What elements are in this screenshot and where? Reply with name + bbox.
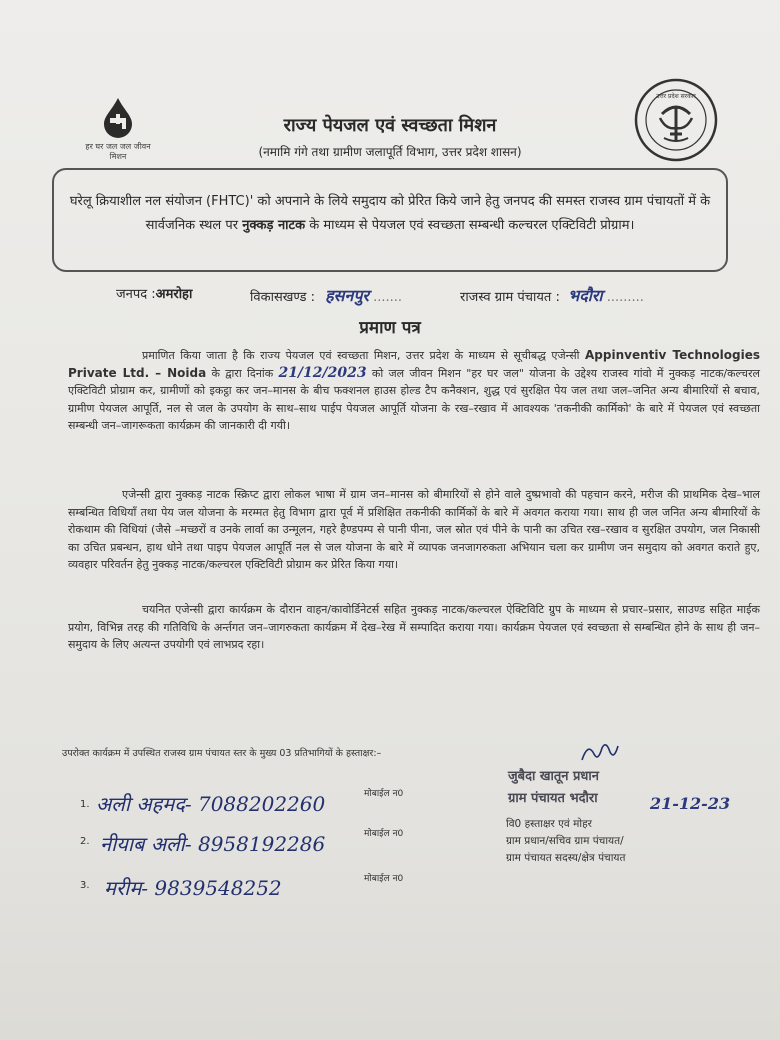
- participant-3-mobile-label: मोबाईल न0: [364, 874, 404, 884]
- block-label: विकासखण्ड :: [250, 290, 316, 305]
- mission-subtitle: (नमामि गंगे तथा ग्रामीण जलापूर्ति विभाग, उत्तर प्रदेश शासन): [258, 145, 522, 159]
- program-banner-text: घरेलू क्रियाशील नल संयोजन (FHTC)' को अपनाने के लिये समुदाय को प्रेरित किये जाने हेतु जनपद की समस्त राजस्व ग्राम पंचायतों में के सार्वजनिक स्थल पर नुक्कड़ नाटक के माध्यम से पेयजल एवं स्वच्छता सम्बन्धी कल्चरल एक्टिविटी प्रोग्राम।: [69, 194, 711, 233]
- authority-signature-block: [506, 816, 766, 867]
- panchayat-field: राजस्व ग्राम पंचायत : भदौरा .........: [460, 286, 644, 305]
- district-field: [116, 284, 192, 302]
- paragraph-3: चयनित एजेन्सी द्वारा कार्यक्रम के दौरान वाहन/कावोर्डिनेटर्स सहित नुक्कड़ नाटक/कल्चरल ऐक्टिविटि ग्रुप के माध्यम से प्रचार–प्रसार, साउण्ड सहित माईक प्रयोग, विभिन्न तरह की गतिविधि के अर्न्तगत जन–जागरुकता कार्यक्रम मेंं देख–रेख में सम्पादित कराया गया। कार्यक्रम पेयजल एवं स्वच्छता से सम्बन्धित होने के साथ ही जन–समुदाय के लिए अत्यन्त उपयोगी एवं लाभप्रद रहा।: [68, 603, 760, 651]
- emblem-text: उत्तर प्रदेश सरकार: [656, 93, 696, 100]
- participant-2-signature: नीयाब अली- 8958192286: [100, 832, 326, 856]
- certificate-title: प्रमाण पत्र: [359, 318, 421, 338]
- participant-1-signature: अली अहमद- 7088202260: [96, 792, 326, 816]
- authority-line-1: वि0 हस्ताक्षर एवं मोहर: [506, 818, 592, 830]
- program-banner-bold: नुक्कड़ नाटक: [242, 218, 306, 233]
- mission-title: राज्य पेयजल एवं स्वच्छता मिशन: [283, 115, 497, 136]
- sign-date: 21-12-23: [650, 794, 731, 813]
- block-value: हसनपुर: [325, 286, 369, 305]
- authority-line-3: ग्राम पंचायत सदस्य/क्षेत्र पंचायत: [506, 852, 626, 864]
- participant-1-mobile-label: मोबाईल न0: [364, 789, 404, 799]
- paragraph-2: एजेन्सी द्वारा नुक्कड़ नाटक स्क्रिप्ट द्वारा लोकल भाषा में ग्राम जन–मानस को बीमारियों से होने वाले दुष्प्रभावो की पहचान करने, मरीज की प्राथमिक देख–भाल सम्बन्धित विधियाँ तथा पेय जल योजना के मरम्मत हेतु विभाग द्वारा पूर्व में प्रशिक्षित तकनीकी कार्मिकों के बारे में अवगत कराया गया। साथ ही जल जनित अन्य बीमारियों के रोकथाम की विधियां (जैसे –मच्छरों व उनके लार्वा का उन्मूलन, गहरे हैण्डपम्प से पानी पीना, जल स्रोत एवं पीने के पानी का उचित रख–रखाव व सुरक्षित उपयोग, जल निकासी का उचित प्रबन्धन, हाथ धोने तथा पाइप पेयजल आपूर्ति नल से जल योजना के बारे में व्यापक जनजागरुकता अभियान चला कर ग्रामीण जन समुदाय को अवगत कराते हुए, व्यवहार परिवर्तन हेतु नुक्कड़ नाटक/कल्चरल एक्टिविटी प्रोग्राम कर प्रेरित किया गया।: [68, 488, 760, 571]
- signature-flourish: [580, 740, 620, 766]
- program-date: 21/12/2023: [278, 364, 367, 381]
- paragraph-1: प्रमाणित किया जाता है कि राज्य पेयजल एवं स्वच्छता मिशन, उत्तर प्रदेश के माध्यम से सूचीबद्ध एजेन्सी Appinventiv Technologies Private Ltd. – Noida के द्वारा दिनांक 21/12/2023 को जल जीवन मिशन "हर घर जल" योजना के उद्देश्य राजस्व गांवो में नुक्कड़ नाटक/कल्चरल एक्टिविटी प्रोग्राम कर, ग्रामीणों को इकट्ठा कर जन–मानस के बीच फक्शनल हाउस होल्ड टैप कनैक्शन, शुद्ध एवं सुरक्षित पेय जल तथा जल–जनित अन्य बीमारियों से बचाव, ग्रामीण पेयजल आपूर्ति, नल से जल के उपयोग के साथ–साथ पाईप पेयजल आपूर्ति योजना के रख–रखाव में आवश्यक 'तकनीकी कार्मिको' के बारे में पेयजल एवं स्वच्छता सम्बन्धी जन–जागरूकता कार्यक्रम की जानकारी दी गयी।: [68, 348, 761, 432]
- participant-1-number: 1.: [80, 799, 90, 810]
- stamp-title: ग्राम पंचायत भदौरा: [508, 791, 598, 806]
- authority-line-2: ग्राम प्रधान/सचिव ग्राम पंचायत/: [506, 835, 624, 847]
- participant-2-number: 2.: [80, 836, 90, 847]
- logo-tagline: हर घर जल जल जीवन मिशन: [85, 142, 151, 161]
- stamp-name: जुबैदा खातून प्रधान: [508, 769, 599, 784]
- participant-3-signature: मरीम- 9839548252: [104, 876, 282, 900]
- district-label: जनपद :: [116, 287, 156, 302]
- block-field: विकासखण्ड : हसनपुर .......: [250, 286, 403, 305]
- participant-3-number: 3.: [80, 880, 90, 891]
- participant-2-mobile-label: मोबाईल न0: [364, 829, 404, 839]
- signatures-intro: उपरोक्त कार्यक्रम में उपस्थित राजस्व ग्राम पंचायत स्तर के मुख्य 03 प्रतिभागियों के हस्ताक्षर:–: [62, 748, 382, 759]
- agency-name: Appinventiv Technologies Private Ltd. – Noida: [68, 348, 761, 380]
- panchayat-value: भदौरा: [567, 286, 603, 305]
- district-value: अमरोहा: [155, 287, 193, 302]
- panchayat-label: राजस्व ग्राम पंचायत :: [460, 290, 560, 305]
